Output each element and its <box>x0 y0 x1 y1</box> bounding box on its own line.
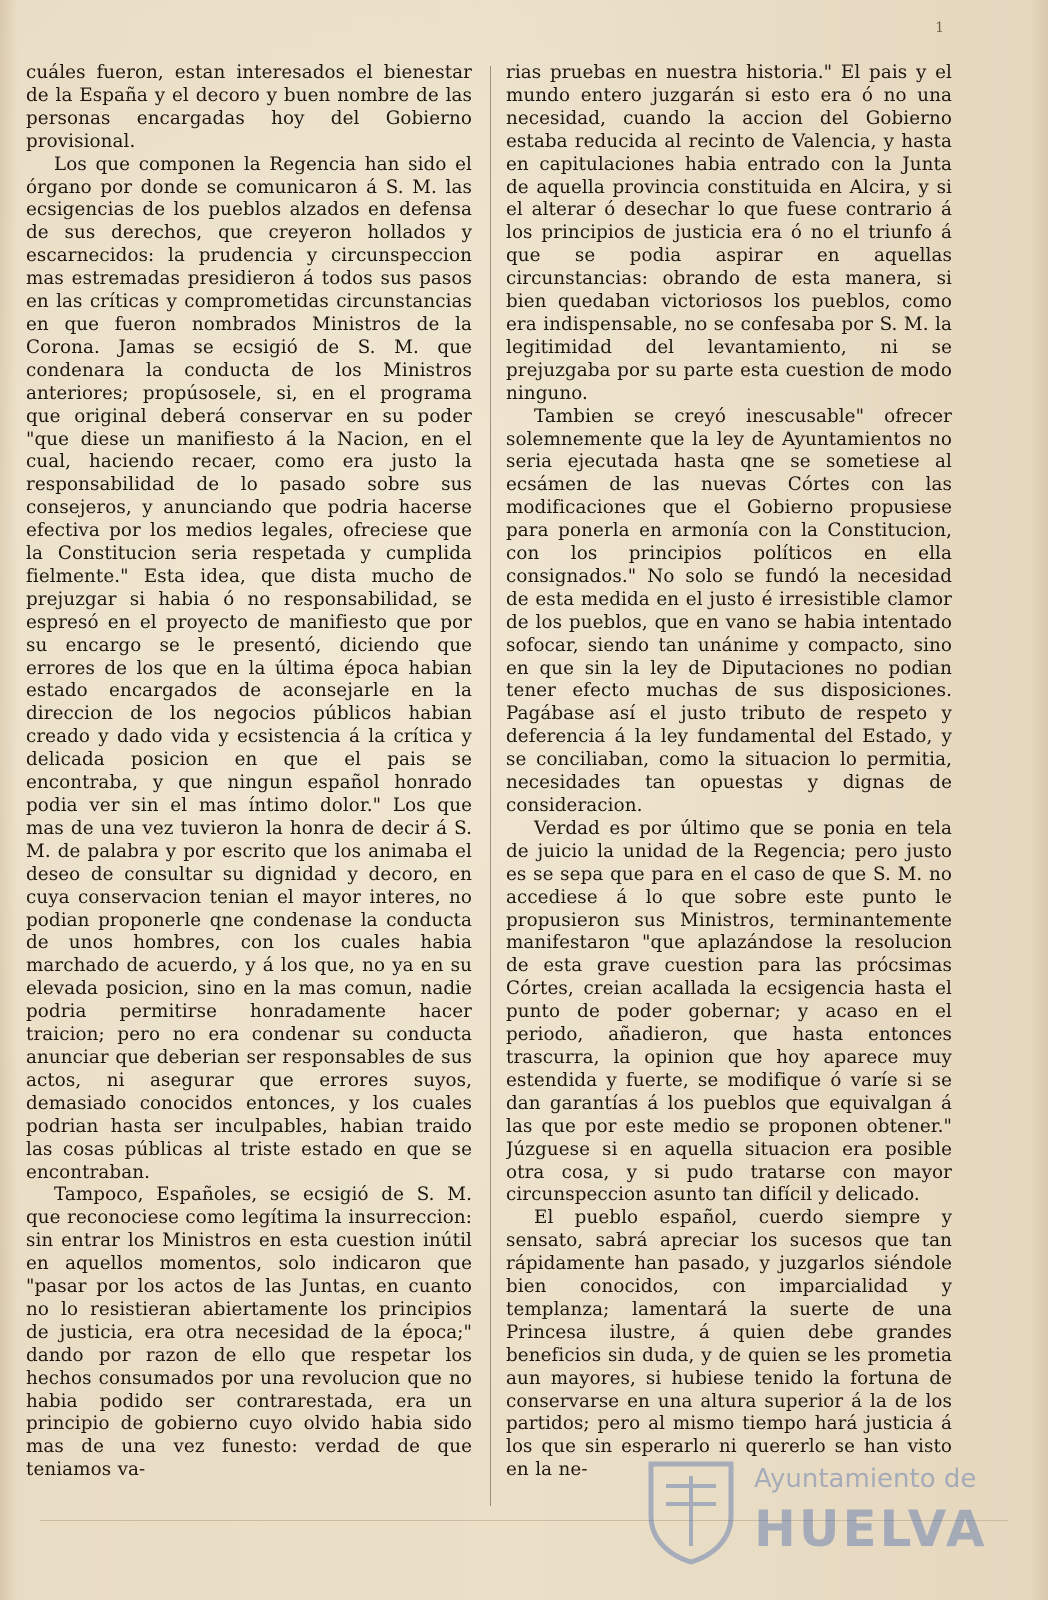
watermark-line-2: HUELVA <box>754 1500 988 1558</box>
right-paragraph-2: Tambien se creyó inescusable" ofrecer solemnemente que la ley de Ayuntamientos no seria ejecutada hasta qne se sometiese al ecsámen de las nuevas Córtes con las modificaciones que el Gobierno propusiese para ponerla en armonía con la Constitucion, con los principios políticos en ella consignados." No solo se fundó la necesidad de esta medida en el justo é irresistible clamor de los pueblos, que en vano se habia intentado sofocar, siendo tan unánime y compacto, sino en que sin la ley de Diputaciones no podian tener efecto muchas de sus disposiciones. Pagábase así el justo tributo de respeto y deferencia á la ley fundamental del Estado, y se conciliaban, como la situacion lo permitia, necesidades tan opuestas y dignas de consideracion. <box>506 405 952 816</box>
page-mark: 1 <box>935 20 944 36</box>
left-paragraph-3: Tampoco, Españoles, se ecsigió de S. M. que reconociese como legítima la insurreccion: sin entrar los Ministros en esta cuestion inútil en aquellos momentos, solo indicaron que "pasar por los actos de las Juntas, en cuanto no lo resistieran abiertamente los principios de justicia, era otra necesidad de la época;" dando por razon de ello que respetar los hechos consumados por una revolucion que no habia podido ser contrarestada, era un principio de gobierno cuyo olvido habia sido mas de una vez funesto: verdad de que teniamos va- <box>26 1184 472 1481</box>
right-column <box>506 62 952 1560</box>
right-paragraph-4: El pueblo español, cuerdo siempre y sensato, sabrá apreciar los sucesos que tan rápidamente han pasado, y juzgarlos siéndole bien conocidos, con imparcialidad y templanza; lamentará la suerte de una Princesa ilustre, á quien debe grandes beneficios sin duda, y de quien se les prometia aun mayores, si hubiese tenido la fortuna de conservarse en una altura superior á la de los partidos; pero al mismo tiempo hará justicia á los que sin esperarlo ni quererlo se han visto en la ne- <box>506 1207 952 1481</box>
left-column <box>26 62 472 1560</box>
right-paragraph-1: rias pruebas en nuestra historia." El pais y el mundo entero juzgarán si esto era ó no una necesidad, cuando la accion del Gobierno estaba reducida al recinto de Valencia, y hasta en capitulaciones habia entrado con la Junta de aquella provincia constituida en Alcira, y si el alterar ó desechar lo que fuese contrario á los principios de justicia era ó no el triunfo á que se podia aspirar en aquellas circunstancias: obrando de esta manera, si bien quedaban victoriosos los pueblos, como era indispensable, no se confesaba por S. M. la legitimidad del levantamiento, ni se prejuzgaba por su parte esta cuestion de modo ninguno. <box>506 62 952 404</box>
watermark-line-1: Ayuntamiento de <box>754 1464 977 1494</box>
shield-icon <box>636 1456 746 1566</box>
right-paragraph-3: Verdad es por último que se ponia en tela de juicio la unidad de la Regencia; pero justo es se sepa que para en el caso de que S. M. no accediese á lo que sobre este punto le propusieron sus Ministros, terminantemente manifestaron "que aplazándose la resolucion de esta grave cuestion para las prócsimas Córtes, creian acallada la ecsigencia hasta el punto de poder gobernar; y acaso en el periodo, añadieron, que hasta entonces trascurra, la opinion que hoy aparece muy estendida y fuerte, se modifique ó varíe si se dan garantías á los pueblos que equivalgan á las que por este medio se proponen obtener." Júzguese si en aquella situacion era posible otra cosa, y si pudo tratarse con mayor circunspeccion asunto tan difícil y delicado. <box>506 817 952 1206</box>
left-paragraph-1: cuáles fueron, estan interesados el bienestar de la España y el decoro y buen nombre de las personas encargadas hoy del Gobierno provisional. <box>26 62 472 152</box>
watermark-logo <box>636 1456 996 1566</box>
left-paragraph-2: Los que componen la Regencia han sido el órgano por donde se comunicaron á S. M. las ecsigencias de los pueblos alzados en defensa de sus derechos, que creyeron hollados y escarnecidos: la prudencia y circunspeccion mas estremadas presidieron á todos sus pasos en las críticas y comprometidas circunstancias en que fueron nombrados Ministros de la Corona. Jamas se ecsigió de S. M. que condenara la conducta de los Ministros anteriores; propúsosele, si, en el programa que original deberá conservar en su poder "que diese un manifiesto á la Nacion, en el cual, haciendo recaer, como era justo la responsabilidad de lo pasado sobre sus consejeros, y anunciando que podria hacerse efectiva por los medios legales, ofreciese que la Constitucion seria respetada y cumplida fielmente." Esta idea, que dista mucho de prejuzgar si habia ó no responsabilidad, se espresó en el proyecto de manifiesto que por su encargo se le presentó, diciendo que errores de los que en la última época habian estado encargados de aconsejarle en la direccion de los negocios públicos habian creado y dado vida y ecsistencia á la crítica y delicada posicion en que el pais se encontraba, y que ningun español honrado podia ver sin el mas íntimo dolor." Los que mas de una vez tuvieron la honra de decir á S. M. de palabra y por escrito que los animaba el deseo de consultar su dignidad y decoro, en cuya conservacion tenian el mayor interes, no podian proponerle qne condenase la conducta de unos hombres, con los cuales habia marchado de acuerdo, y á los que, no ya en su elevada posicion, sino en la mas comun, nadie podria permitirse honradamente hacer traicion; pero no era condenar su conducta anunciar que deberian ser responsables de sus actos, ni asegurar que errores suyos, demasiado conocidos entonces, y los cuales podrian hasta ser inculpables, habian traido las cosas públicas al triste estado en que se encontraban. <box>26 153 472 1183</box>
column-divider <box>490 66 491 1506</box>
